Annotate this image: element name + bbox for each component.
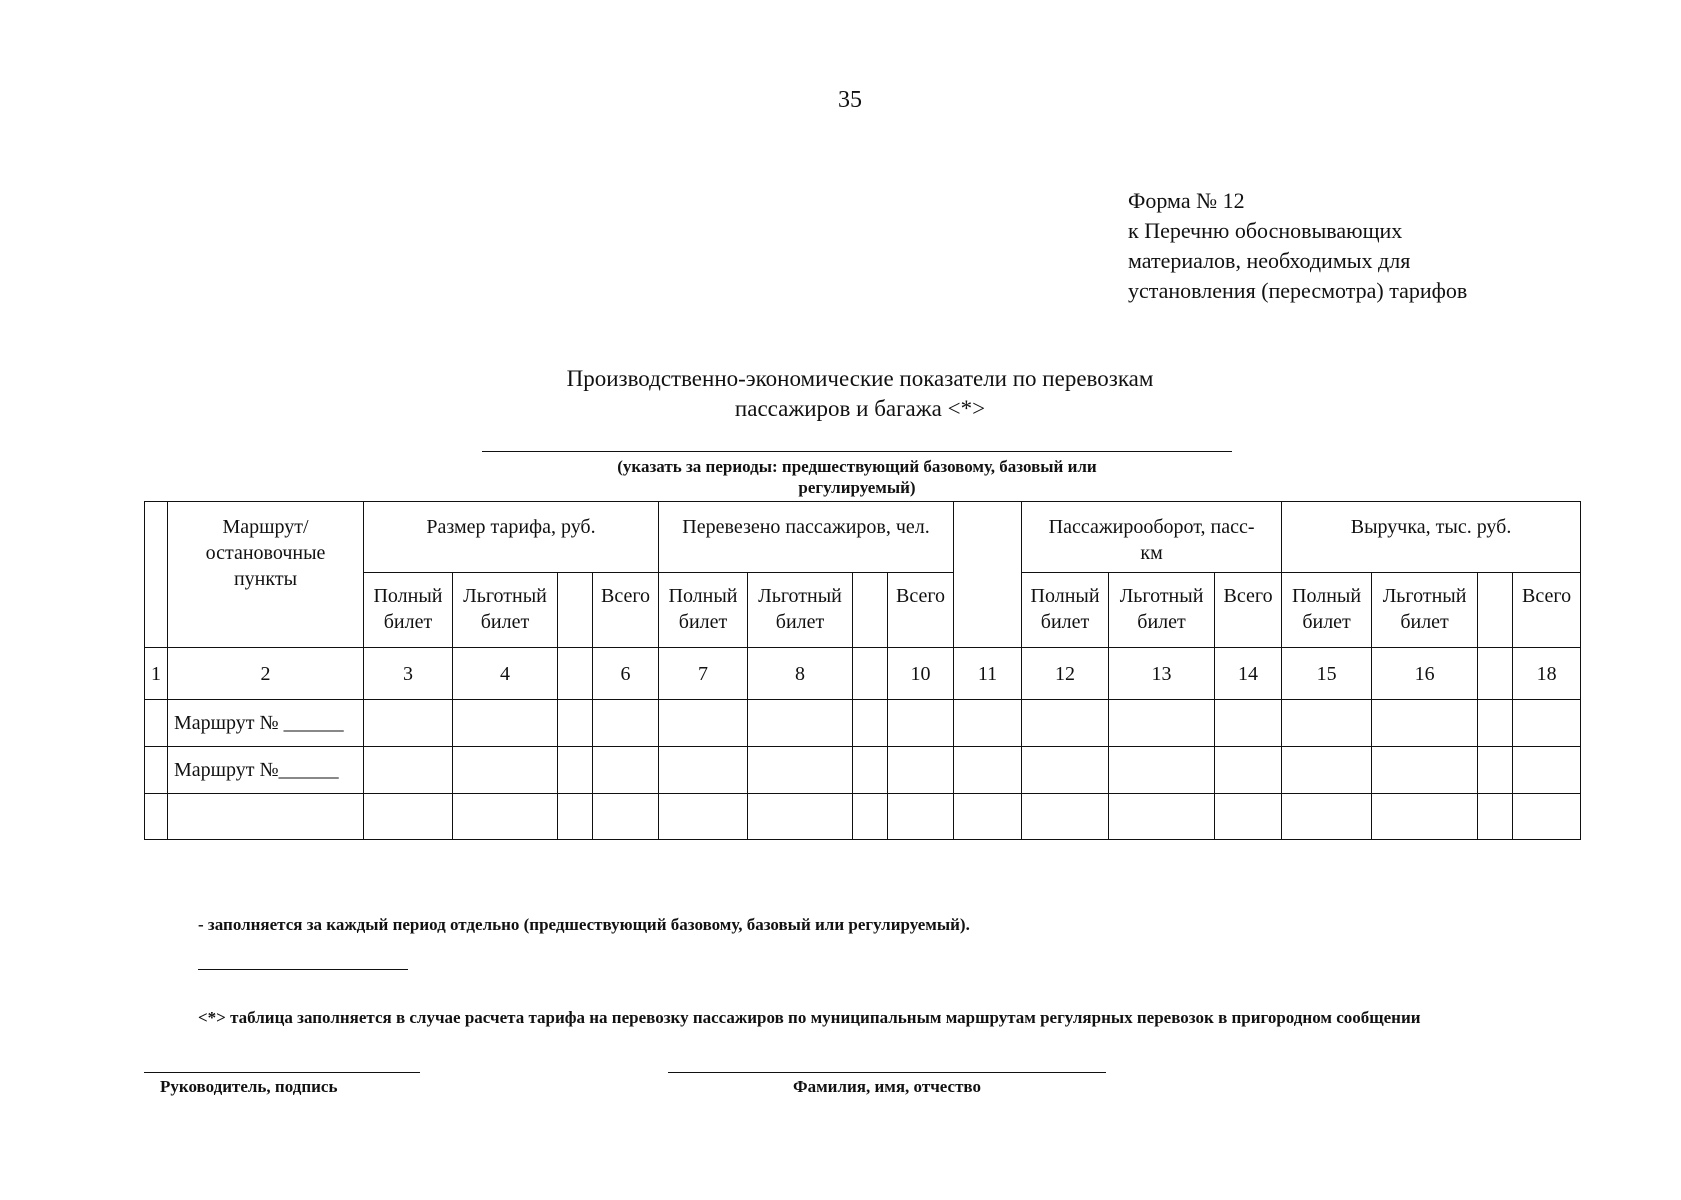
- column-number: 4: [453, 648, 558, 700]
- column-number-blank: [558, 648, 593, 700]
- column-number: 11: [954, 648, 1022, 700]
- discount-ticket-header: Льготный билет: [748, 573, 853, 648]
- document-title: [0, 364, 1681, 424]
- table-header-cell: [954, 502, 1022, 648]
- head-signature-label: Руководитель, подпись: [160, 1077, 338, 1096]
- full-ticket-header: Полный билет: [364, 573, 453, 648]
- form-reference-line: установления (пересмотра) тарифов: [1128, 278, 1468, 303]
- form-reference-line: к Перечню обосновывающих: [1128, 218, 1403, 243]
- full-ticket-header: Полный билет: [1022, 573, 1109, 648]
- period-caption-line: (указать за периоды: предшествующий базовому, базовый или: [617, 457, 1097, 476]
- table-header-cell: [558, 573, 593, 648]
- discount-ticket-header: Льготный билет: [1372, 573, 1478, 648]
- total-header: Всего: [593, 573, 659, 648]
- column-number: 2: [168, 648, 364, 700]
- total-header: Всего: [1513, 573, 1581, 648]
- column-number: 12: [1022, 648, 1109, 700]
- table-row: [145, 700, 1581, 747]
- table-row: [145, 747, 1581, 794]
- form-reference: [1128, 186, 1467, 306]
- form-number: Форма № 12: [1128, 188, 1245, 213]
- turnover-group-header: Пассажирооборот, пасс- км: [1022, 502, 1282, 573]
- total-header: Всего: [1215, 573, 1282, 648]
- document-title-line: Производственно-экономические показатели по перевозкам: [566, 366, 1154, 391]
- tariff-group-header: Размер тарифа, руб.: [364, 502, 659, 573]
- route-cell: [168, 794, 364, 840]
- document-title-line: пассажиров и багажа <*>: [734, 396, 986, 421]
- column-number: 15: [1282, 648, 1372, 700]
- passengers-group-header: Перевезено пассажиров, чел.: [659, 502, 954, 573]
- column-number: 8: [748, 648, 853, 700]
- period-fill-line: [482, 451, 1232, 452]
- footnote-separator: [198, 969, 408, 970]
- route-cell: Маршрут № ______: [168, 700, 364, 747]
- table-header-cell: [853, 573, 888, 648]
- table-header-cell: [1478, 573, 1513, 648]
- total-header: Всего: [888, 573, 954, 648]
- period-caption-line: регулируемый): [798, 478, 916, 497]
- route-cell: Маршрут №______: [168, 747, 364, 794]
- column-number: 16: [1372, 648, 1478, 700]
- page-number: 35: [838, 87, 862, 113]
- column-number-row: [145, 648, 1581, 700]
- column-number: 13: [1109, 648, 1215, 700]
- column-number: 14: [1215, 648, 1282, 700]
- table-header-row: [145, 502, 1581, 573]
- column-number-blank: [1478, 648, 1513, 700]
- discount-ticket-header: Льготный билет: [453, 573, 558, 648]
- name-signature-line: [668, 1072, 1106, 1073]
- full-ticket-header: Полный билет: [659, 573, 748, 648]
- column-number: 3: [364, 648, 453, 700]
- period-caption: [482, 456, 1232, 498]
- full-ticket-header: Полный билет: [1282, 573, 1372, 648]
- column-number: 10: [888, 648, 954, 700]
- table-header-cell: [145, 502, 168, 648]
- period-note: - заполняется за каждый период отдельно (предшествующий базовому, базовый или регулируемый).: [198, 915, 970, 934]
- head-signature-line: [144, 1072, 420, 1073]
- column-number-blank: [853, 648, 888, 700]
- column-number: 6: [593, 648, 659, 700]
- table-row: [145, 794, 1581, 840]
- column-number: 1: [145, 648, 168, 700]
- name-signature-label: Фамилия, имя, отчество: [792, 1077, 981, 1096]
- indicators-table: [144, 501, 1581, 840]
- column-number: 18: [1513, 648, 1581, 700]
- route-column-header: Маршрут/ остановочные пункты: [168, 502, 364, 648]
- footnote: <*> таблица заполняется в случае расчета тарифа на перевозку пассажиров по муниципальным маршрутам регулярных перевозок в пригородном сообщении: [198, 1008, 1421, 1027]
- revenue-group-header: Выручка, тыс. руб.: [1282, 502, 1581, 573]
- discount-ticket-header: Льготный билет: [1109, 573, 1215, 648]
- column-number: 7: [659, 648, 748, 700]
- form-reference-line: материалов, необходимых для: [1128, 248, 1411, 273]
